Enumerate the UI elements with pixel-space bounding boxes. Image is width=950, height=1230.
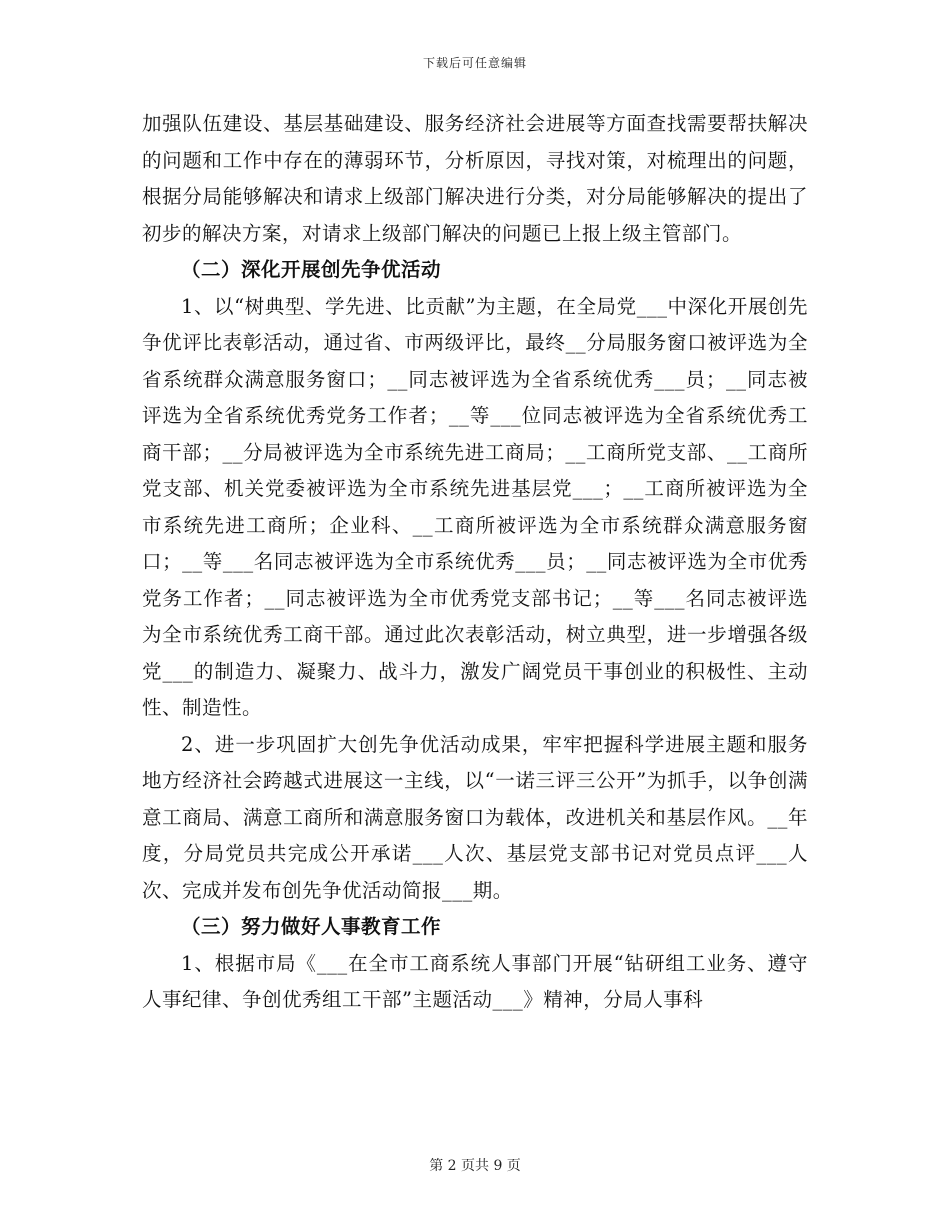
page-footer: 第 2 页共 9 页 (429, 1158, 521, 1174)
paragraph-item-3: 1、根据市局《___在全市工商系统人事部门开展“钻研组工业务、遵守人事纪律、争创优秀组工干部”主题活动___》精神，分局人事科 (142, 951, 808, 1011)
paragraph-item-1: 1、以“树典型、学先进、比贡献”为主题，在全局党___中深化开展创先争优评比表彰活动，通过省、市两级评比，最终__分局服务窗口被评选为全省系统群众满意服务窗口；__同志被评选为全省系统优秀___员；__同志被评选为全省系统优秀党务工作者；__等___位同志被评选为全省系统优秀工商干部；__分局被评选为全市系统先进工商局；__工商所党支部、__工商所党支部、机关党委被评选为全市系统先进基层党___；__工商所被评选为全市系统先进工商所；企业科、__工商所被评选为全市系统群众满意服务窗口；__等___名同志被评选为全市系统优秀___员；__同志被评选为全市优秀党务工作者；__同志被评选为全市优秀党支部书记；__等___名同志被评选为全市系统优秀工商干部。通过此次表彰活动，树立典型，进一步增强各级党___的制造力、凝聚力、战斗力，激发广阔党员干事创业的积极性、主动性、制造性。 (142, 294, 808, 719)
page-header: 下载后可任意编辑 (422, 56, 527, 70)
paragraph-continuation: 加强队伍建设、基层基础建设、服务经济社会进展等方面查找需要帮扶解决的问题和工作中存在的薄弱环节，分析原因，寻找对策，对梳理出的问题，根据分局能够解决和请求上级部门解决进行分类，对分局能够解决的提出了初步的解决方案，对请求上级部门解决的问题已上报上级主管部门。 (142, 112, 808, 245)
section-heading-2: （二）深化开展创先争优活动 (181, 258, 442, 281)
document-body (142, 106, 808, 1019)
section-heading-3: （三）努力做好人事教育工作 (181, 915, 442, 938)
paragraph-item-2: 2、进一步巩固扩大创先争优活动成果，牢牢把握科学进展主题和服务地方经济社会跨越式进展这一主线，以“一诺三评三公开”为抓手，以争创满意工商局、满意工商所和满意服务窗口为载体，改进机关和基层作风。__年度，分局党员共完成公开承诺___人次、基层党支部书记对党员点评___人次、完成并发布创先争优活动简报___期。 (142, 732, 808, 902)
